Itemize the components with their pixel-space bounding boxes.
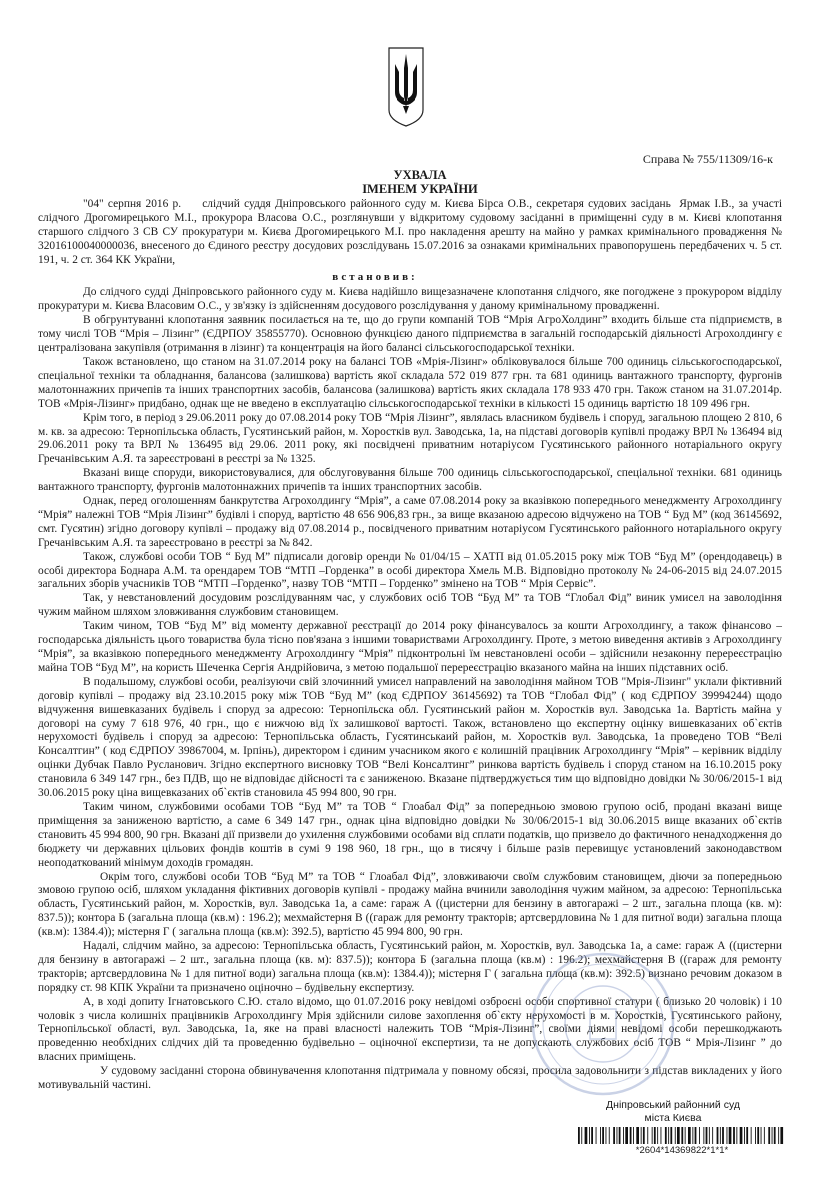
court-name-signature <box>598 1099 748 1125</box>
court-name-line1: Дніпровський районний суд <box>606 1099 740 1111</box>
barcode-bar <box>722 1127 724 1144</box>
barcode-bar <box>636 1127 639 1144</box>
section-heading: встановив: <box>332 270 418 283</box>
barcode-bar <box>764 1127 765 1144</box>
barcode-bar <box>668 1127 669 1144</box>
barcode-bar <box>740 1127 743 1144</box>
paragraph: У судовому засіданні сторона обвинувачення клопотання підтримала у повному обсязі, просила задовольнити з підстав викладених у його мотивувальній частині. <box>38 1065 782 1092</box>
barcode-number: *2604*14369822*1*1* <box>635 1145 729 1156</box>
barcode-bar <box>780 1127 783 1144</box>
paragraph: В обгрунтуванні клопотання заявник посилається на те, що до групи компаній ТОВ “Мрія АгроХолдинг” входить більше ста підприємств, в тому числі ТОВ “Мрія – Лізинг” (ЄДРПОУ 35855770). Основною функцією даного підприємства в загальній господарській діяльності Агрохолдингу є централізована закупівля (отримання в лізинг) та концентрація на його балансі сільськогосподарської техніки. <box>38 314 782 355</box>
barcode-bar <box>641 1127 642 1144</box>
case-number: Справа № 755/11309/16-к <box>642 152 773 166</box>
barcode-bar <box>600 1127 601 1144</box>
barcode-bar <box>633 1127 634 1144</box>
barcode-bar <box>602 1127 604 1144</box>
paragraph: Крім того, в період з 29.06.2011 року до 07.08.2014 року ТОВ “Мрія Лізинг”, являлась власником будівель і споруд, загальною площею 2 810, 6 м. кв. за адресою: Тернопільська область, Гусятинський район, м. Хоростків вул. Заводська, 1а, на підставі договорів купівлі продажу ВРЛ № 136494 від 29.06.2011 року та ВРЛ № 136495 від 29.06. 2011 року, які посвідчені приватним нотаріусом Гусятинського районного нотаріального округу Гречанівським А.Я. та зареєстровані в реєстрі за № 1325. <box>38 411 782 466</box>
barcode-bar <box>761 1127 762 1144</box>
barcode-bar <box>591 1127 593 1144</box>
barcode-bar <box>778 1127 779 1144</box>
barcode-bar <box>675 1127 676 1144</box>
barcode-bar <box>670 1127 672 1144</box>
barcode-bar <box>768 1127 770 1144</box>
barcode-bar <box>712 1127 713 1144</box>
barcode-bar <box>665 1127 667 1144</box>
barcode-bar <box>623 1127 624 1144</box>
paragraph: Однак, перед оголошенням банкрутства Агрохолдингу “Мрія”, а саме 07.08.2014 року за вказівкою попереднього менеджменту Агрохолдингу “Мрія” належні ТОВ “Мрія Лізинг” будівлі і споруд, вартістю 48 656 906,83 грн., за вище вказаною адресою відчужено на ТОВ “ Буд М” (код 36145692, смт. Гусятин) згідно договору купівлі – продажу від 07.08.2014 р., посвідченого приватним нотаріусом Гусятинського районного нотаріального округу Гречанівським А.Я. та зареєстровано в реєстрі за № 842. <box>38 495 782 549</box>
barcode-bar <box>695 1127 697 1144</box>
barcode-bar <box>755 1127 756 1144</box>
barcode-bar <box>619 1127 621 1144</box>
barcode-bar <box>609 1127 610 1144</box>
barcode-bar <box>703 1127 704 1144</box>
document-subtitle: ІМЕНЕМ УКРАЇНИ <box>362 182 478 196</box>
barcode-bar <box>625 1127 628 1144</box>
paragraph: Окрім того, службові особи ТОВ “Буд М” та ТОВ “ Глоабал Фід”, зловживаючи своїм службовим становищем, діючи за попередньою змовою групою осіб, шляхом укладання фіктивних договорів купівлі - продажу майна вчинили заволодіння чужим майном, за адресою: Тернопільська область, Гусятинський район, м. Хоростків, вул. Заводська 1а, а саме: гараж А ((цистерни для бензину в автогаражі – 2 шт., загальна площа (кв. м): 837.5)); контора Б (загальна площа (кв.м) : 196.2); мехмайстерня В ((гараж для ремонту тракторів; артсвердловина № 1 для питної води) загальна площа (кв.м): 1384.4)); містерня Г ( загальна площа (кв.м): 392.5), вартістю 45 994 800, 90 грн. <box>38 870 782 939</box>
barcode-bar <box>654 1127 656 1144</box>
barcode-bar <box>736 1127 737 1144</box>
barcode-bar <box>706 1127 708 1144</box>
barcode-bar <box>596 1127 597 1144</box>
barcode-bar <box>727 1127 728 1144</box>
barcode-bar <box>744 1127 745 1144</box>
document-body <box>38 198 785 1161</box>
paragraph: Так, у невстановлений досудовим розслідуванням час, у службових осіб ТОВ “Буд М” та ТОВ “Глобал Фід” виник умисел на заволодіння чужим майном шляхом зловживання службовим становищем. <box>38 592 782 619</box>
barcode-bar <box>733 1127 735 1144</box>
barcode-bar <box>692 1127 693 1144</box>
barcode-bar <box>772 1127 773 1144</box>
document-footer <box>38 1099 782 1161</box>
paragraph: Таким чином, службовими особами ТОВ “Буд М” та ТОВ “ Глоабал Фід” за попередньою змовою групою осіб, продані вказані вище приміщення за заниженою вартістю, а саме 6 349 147 грн., однак ціна відповідно довідки № 30/06/2015-1 від 30.06.2015 вище вказаних об`єктів становить 45 994 800, 90 грн. Вказані дії призвели до ухилення службовими особами від сплати податків, що призвело до фактичного ненадходження до бюджету чи державних цільових фондів коштів в сумі 9 198 960, 18 грн., що в тисячу і більше разів перевищує установлений законодавством неоподаткований мінімум доходів громадян. <box>38 800 782 869</box>
barcode-bar <box>585 1127 588 1144</box>
barcode-bar <box>774 1127 776 1144</box>
barcode-bar <box>661 1127 662 1144</box>
court-name-line2: міста Києва <box>644 1112 702 1124</box>
barcode-bar <box>578 1127 580 1144</box>
barcode-bar <box>699 1127 700 1144</box>
barcode-bar <box>617 1127 618 1144</box>
barcode-bar <box>757 1127 759 1144</box>
paragraph: Надалі, слідчим майно, за адресою: Тернопільська область, Гусятинський район, м. Хоростків, вул. Заводська 1а, а саме: гараж А ((цистерни для бензину в автогаражі – 2 шт., загальна площа (кв. м): 837.5)); контора Б (загальна площа (кв.м) : 196.2); мехмайстерня В ((гараж для ремонту тракторів; артсвердловина № 1 для питної води) загальна площа (кв.м): 1384.4)); містерня Г ( загальна площа (кв.м): 392.5) визнано речовим доказом в порядку ст. 98 КПК України та призначено оціночно – будівельну експертизу. <box>38 940 782 994</box>
document-type-title: УХВАЛА <box>393 168 447 182</box>
intro-paragraph: "04" серпня 2016 р. слідчий суддя Дніпровського районного суду м. Києва Бірса О.В., секретаря судових засідань Ярмак І.В., за участі слідчого Дрогомирецького М.І., прокурора Власова О.С., розглянувши у відкритому судовому засіданні в приміщенні суду в м. Києві клопотання старшого слідчого 3 СВ СУ прокуратури м. Києва Дрогомирецького М.І. про накладення арешту на майно у рамках кримінального провадження № 32016100040000036, внесеного до Єдиного реєстру досудових розслідувань 15.07.2016 за ознаками кримінальних правопорушень передбачених ч. 5 ст. 191, ч. 2 ст. 364 КК України, <box>38 198 785 266</box>
paragraph: Таким чином, ТОВ “Буд М” від моменту державної реєстрації до 2014 року фінансувалось за кошти Агрохолдингу, а також фінансово – господарська діяльність цього товариства була тісно пов'язана з іншими товариствами Агрохолдингу. Проте, з метою виведення активів з Агрохолдингу “Мрія”, за вказівкою попереднього менеджменту Агрохолдингу “Мрія” підконтрольні їм невстановлені особи – здійснили незаконну перереєстрацію майна ТОВ “Буд М”, на користь Шеченка Сергія Андрійовича, з метою подальшої перереєстрацію вказаного майна на інших підставних осіб. <box>38 620 782 674</box>
barcode-bar <box>681 1127 683 1144</box>
paragraph: Також, службові особи ТОВ “ Буд М” підписали договір оренди № 01/04/15 – ХАТП від 01.05.2015 року між ТОВ “Буд М” (орендодавець) в особі директора Боднара А.М. та орендарем ТОВ “МТП –Горденка” в особі директора Хмель М.В. Відповідно протоколу № 24-06-2015 від 24.07.2015 загальних зборів учасників ТОВ “МТП –Горденко”, назву ТОВ “МТП – Горденко” змінено на ТОВ “ Мрія Сервіс”. <box>38 550 782 591</box>
barcode-bar <box>717 1127 719 1144</box>
barcode-bar <box>688 1127 691 1144</box>
ukraine-emblem-icon <box>387 46 425 128</box>
paragraph: А, в ході допиту Ігнатовського С.Ю. стало відомо, що 01.07.2016 року невідомі озброєні особи спортивної статури ( близько 20 чоловік) і 10 чоловік з числа колишніх працівників Агрохолдингу Мрія здійснили силове захоплення об`єкту нерухомості в м. Хоростків, Гусятинського району, Тернопільської області, вул. Заводська, 1а, яке на праві власності належить ТОВ “Мрія-Лізинг”, своїми діями невідомі особи перешкоджають проведенню необхідних слідчих дій та проведенню будівельно – оціночної експертизи, та не допускають службових осіб ТОВ “ Мрія-Лізинг ” до власних приміщень. <box>38 995 782 1064</box>
paragraph: Вказані вище споруди, використовувалися, для обслуговування більше 700 одиниць сільськогосподарської, спеціальної техніки. 681 одиниць вантажного транспорту, фургонів малотоннажних причепів та інших транспортних засобів. <box>38 467 782 494</box>
barcode-bar <box>613 1127 615 1144</box>
barcode-bar <box>606 1127 607 1144</box>
paragraph: В подальшому, службові особи, реалізуючи свій злочинний умисел направлений на заволодіння майном ТОВ "Мрія-Лізинг" уклали фіктивний договір купівлі – продажу від 23.10.2015 року між ТОВ “Буд М” (код ЄДРПОУ 36145692) та ТОВ “Глобал Фід” ( код ЄДРПОУ 39994244) щодо відчуження вишевказаних будівель і споруд за адресою: Тернопільска обл. Гусятинський район м. Хоростків вул. Заводська 1а. Вартість майна у договорі на суму 7 618 976, 40 грн., що є нижчою від їх залишкової вартості. Також, встановлено що експертну оцінку вишевказаних об`єктів нерухомості будівель і споруд за адресою: Тернопільська область, Гусятинськаий район, м. Хоростків вул. Заводська, 1а проведено ТОВ “Велі Консалтгин” ( код ЄДРПОУ 39867004, м. Ірпінь), директором і єдиним учасником якого є колишній працівник Агрохолдингу “Мрія” – керівник відділу оцінки Дубчак Павло Русланович. Згідно експертного висновку ТОВ “Велі Консалтинг” ринкова вартість будівель і споруд станом на 16.10.2015 року становила 6 349 147 грн., без ПДВ, що не відповідає дійсності та є заниженою. Вказане підтверджується тим що відповідно довідки № 30/06/2015-1 від 30.06.2015 року ціна вищевказаних об`єктів становила 45 994 800, 90 грн. <box>38 675 782 800</box>
barcode-bar <box>720 1127 721 1144</box>
barcode-bar <box>751 1127 752 1144</box>
barcode-bar <box>677 1127 680 1144</box>
barcode-bar <box>746 1127 748 1144</box>
barcode-bar <box>729 1127 732 1144</box>
barcode-bar <box>657 1127 658 1144</box>
barcode-bar <box>647 1127 648 1144</box>
paragraph: Також встановлено, що станом на 31.07.2014 року на балансі ТОВ «Мрія-Лізинг» обліковувалося більше 700 одиниць сільськогосподарської, спеціальної техніки та обладнання, балансова (залишкова) вартість якої складала 572 019 877 грн. та 681 одиниць вантажного транспорту, фургонів малотоннажних причепів та інших транспортних засобів, балансова (залишкова) вартість яких складала 178 933 470 грн. Також станом на 31.07.2014р. ТОВ «Мрія-Лізинг» придбано, однак ще не введено в експлуатацію сільськогосподарської техніки в кількості 15 одиниць вартістю 18 109 496 грн. <box>38 355 782 410</box>
barcode-bar <box>589 1127 590 1144</box>
barcode-bar <box>652 1127 653 1144</box>
barcode-bar <box>630 1127 632 1144</box>
barcode-bar <box>709 1127 710 1144</box>
barcode-bar <box>685 1127 686 1144</box>
paragraph: До слідчого судді Дніпровського районного суду м. Києва надійшло вищезазначене клопотання слідчого, яке погоджене з прокурором відділу прокуратури м. Києва Власовим О.С., у зв'язку із здійсненням досудового розслідування у даному кримінальному провадженні. <box>38 286 782 313</box>
barcode-bar <box>581 1127 582 1144</box>
barcode <box>578 1127 786 1144</box>
barcode-bar <box>643 1127 645 1144</box>
